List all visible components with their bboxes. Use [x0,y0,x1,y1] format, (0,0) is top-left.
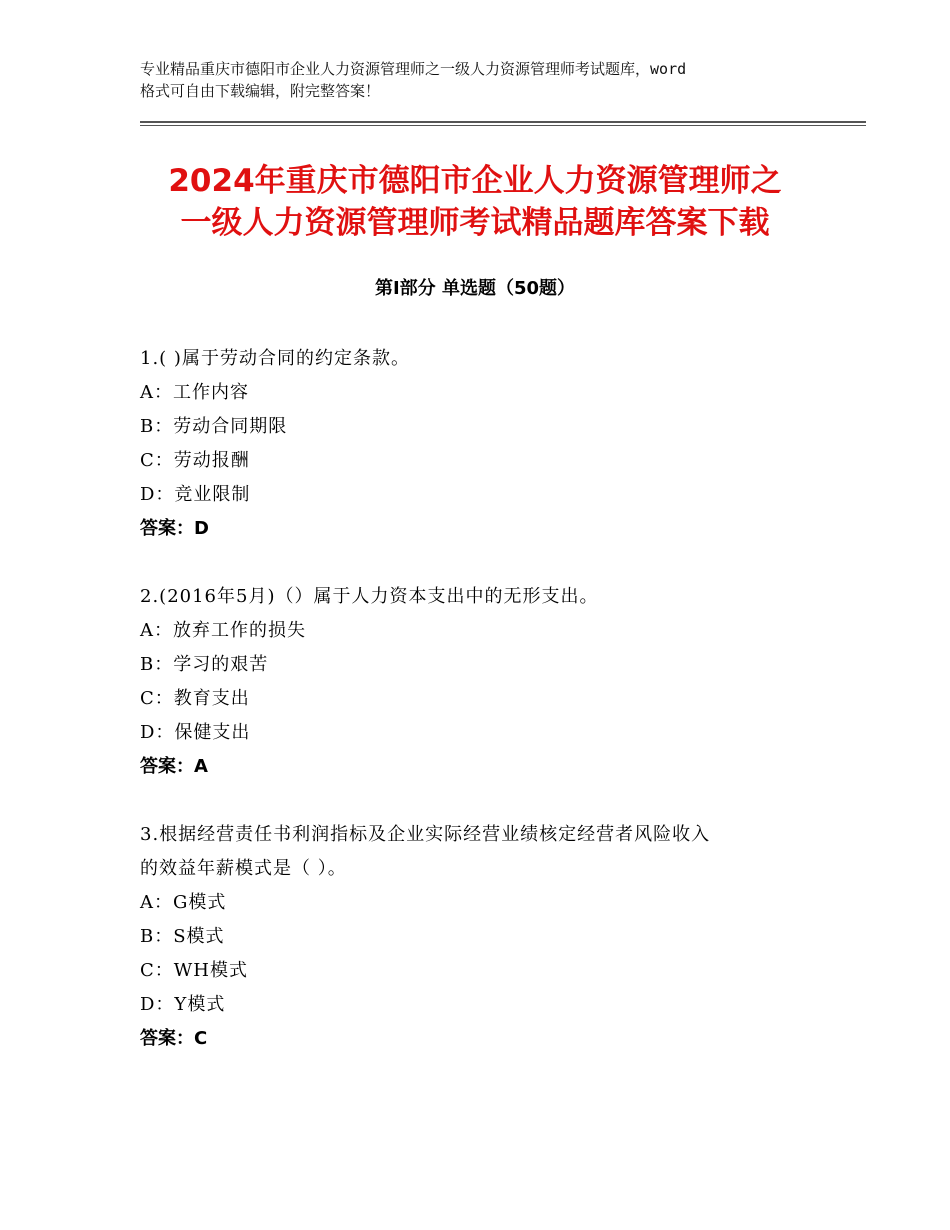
option-c: C：WH模式 [140,960,248,981]
question-stem: 3.根据经营责任书利润指标及企业实际经营业绩核定经营者风险收入 [140,824,711,845]
answer-label: 答案：D [140,518,209,539]
question-2 [140,580,820,784]
question-stem: 1.( )属于劳动合同的约定条款。 [140,348,410,369]
header-divider-thin [140,125,866,126]
option-d: D：Y模式 [140,994,226,1015]
document-title-line: 一级人力资源管理师考试精品题库答案下载 [180,205,770,241]
option-d: D：竞业限制 [140,484,251,505]
option-a: A：G模式 [140,892,227,913]
option-b: B：S模式 [140,926,225,947]
option-a: A：工作内容 [140,382,249,403]
question-1 [140,342,820,546]
answer-label: 答案：C [140,1028,208,1049]
answer-label: 答案：A [140,756,208,777]
option-d: D：保健支出 [140,722,251,743]
document-title [100,160,850,244]
option-c: C：教育支出 [140,688,250,709]
header-divider-thick [140,121,866,123]
question-3 [140,818,820,1056]
header-note [140,58,830,102]
option-c: C：劳动报酬 [140,450,250,471]
question-stem-continued: 的效益年薪模式是（ ）。 [140,858,347,879]
option-b: B：劳动合同期限 [140,416,288,437]
header-note-line: 专业精品重庆市德阳市企业人力资源管理师之一级人力资源管理师考试题库，word [140,60,687,78]
question-list [140,342,820,1090]
option-a: A：放弃工作的损失 [140,620,306,641]
question-stem: 2.(2016年5月)（）属于人力资本支出中的无形支出。 [140,586,599,607]
header-note-line: 格式可自由下载编辑，附完整答案！ [140,82,381,100]
document-title-line: 2024年重庆市德阳市企业人力资源管理师之 [168,163,782,199]
section-heading: 第Ⅰ部分 单选题（50题） [374,278,575,299]
option-b: B：学习的艰苦 [140,654,269,675]
